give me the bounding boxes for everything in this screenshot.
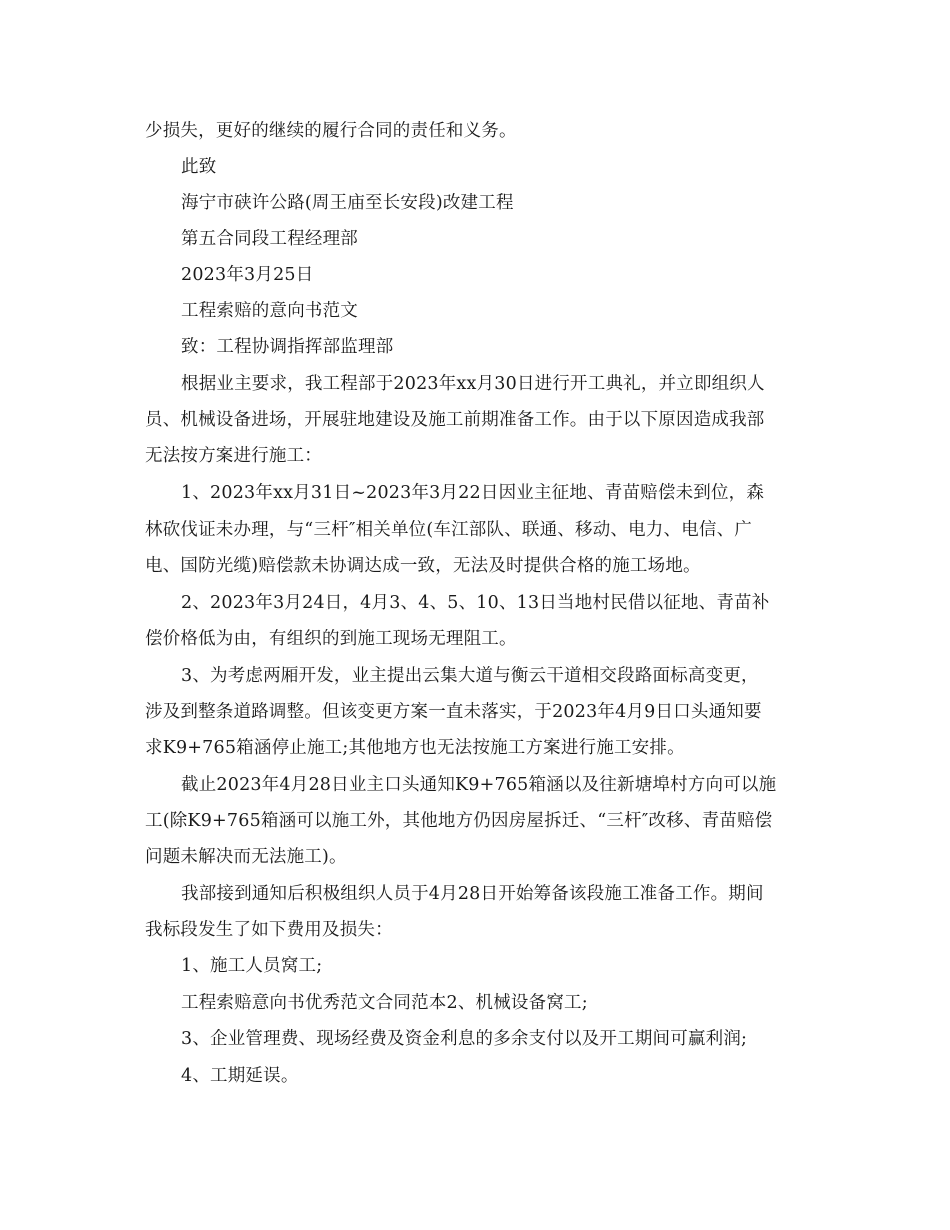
list-item: 3、企业管理费、现场经费及资金利息的多余支付以及开工期间可赢利润; (181, 1029, 748, 1049)
text-line: 根据业主要求，我工程部于2023年xx月30日进行开工典礼，并立即组织人 (181, 374, 765, 394)
text-line: 3、为考虑两厢开发，业主提出云集大道与衡云干道相交段路面标高变更， (181, 666, 759, 686)
text-line: 电、国防光缆)赔偿款未协调达成一致，无法及时提供合格的施工场地。 (145, 556, 701, 576)
text-line: 偿价格低为由，有组织的到施工现场无理阻工。 (145, 629, 517, 649)
date-line: 2023年3月25日 (181, 265, 314, 285)
text-line: 工(除K9+765箱涵可以施工外，其他地方仍因房屋拆迁、“三杆″改移、青苗赔偿 (145, 811, 773, 831)
text-line: 2、2023年3月24日，4月3、4、5、10、13日当地村民借以征地、青苗补 (181, 593, 770, 613)
addressee-line: 致：工程协调指挥部监理部 (181, 337, 394, 357)
list-item: 1、施工人员窝工; (181, 956, 323, 976)
text-line: 此致 (181, 157, 217, 177)
text-line: 员、机械设备进场，开展驻地建设及施工前期准备工作。由于以下原因造成我部 (145, 410, 765, 430)
text-line: 涉及到整条道路调整。但该变更方案一直未落实，于2023年4月9日口头通知要 (145, 702, 762, 722)
text-line: 第五合同段工程经理部 (181, 229, 358, 249)
text-line: 问题未解决而无法施工)。 (145, 847, 347, 867)
text-line: 求K9+765箱涵停止施工;其他地方也无法按施工方案进行施工安排。 (145, 738, 685, 758)
list-item: 工程索赔意向书优秀范文合同范本2、机械设备窝工; (181, 993, 588, 1013)
section-title: 工程索赔的意向书范文 (181, 301, 358, 321)
text-line: 截止2023年4月28日业主口头通知K9+765箱涵以及往新塘埠村方向可以施 (181, 775, 777, 795)
text-line: 无法按方案进行施工： (145, 446, 322, 466)
text-line: 少损失，更好的继续的履行合同的责任和义务。 (145, 121, 517, 141)
text-line: 1、2023年xx月31日~2023年3月22日因业主征地、青苗赔偿未到位，森 (181, 483, 765, 503)
text-line: 我部接到通知后积极组织人员于4月28日开始筹备该段施工准备工作。期间 (181, 884, 764, 904)
text-line: 林砍伐证未办理，与“三杆″相关单位(车江部队、联通、移动、电力、电信、广 (145, 520, 753, 540)
text-line: 海宁市硖许公路(周王庙至长安段)改建工程 (181, 193, 514, 213)
text-line: 我标段发生了如下费用及损失： (145, 920, 393, 940)
list-item: 4、工期延误。 (181, 1066, 299, 1086)
